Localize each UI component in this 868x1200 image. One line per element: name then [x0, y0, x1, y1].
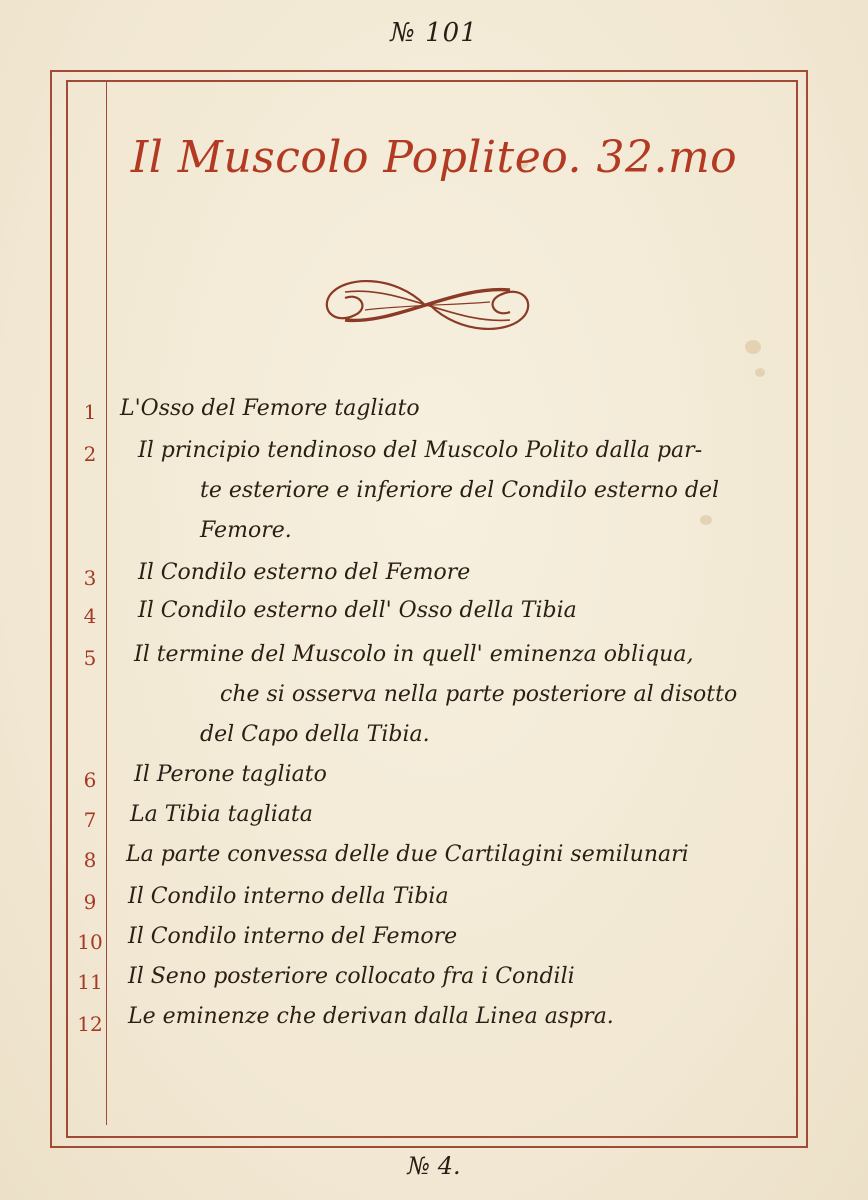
- entry-number: 9: [83, 890, 97, 914]
- entry-text: La parte convessa delle due Cartilagini semilunari: [126, 842, 689, 867]
- entry-text: che si osserva nella parte posteriore al disotto: [220, 682, 738, 707]
- calligraphic-flourish-icon: [305, 270, 550, 340]
- entry-number: 5: [83, 646, 97, 670]
- page-number-top: № 101: [390, 18, 478, 48]
- entry-text: Il Condilo interno della Tibia: [128, 884, 449, 909]
- entry-text: Femore.: [200, 518, 292, 543]
- entry-number: 7: [83, 808, 97, 832]
- entry-number: 8: [83, 848, 97, 872]
- entry-text: te esteriore e inferiore del Condilo esterno del: [200, 478, 720, 503]
- entry-text: Il Condilo esterno dell' Osso della Tibia: [138, 598, 577, 623]
- entry-number: 4: [83, 604, 97, 628]
- page-number-bottom: № 4.: [407, 1152, 461, 1180]
- entry-text: del Capo della Tibia.: [200, 722, 430, 747]
- entry-number: 12: [77, 1012, 103, 1036]
- entry-text: Il Condilo esterno del Femore: [138, 560, 471, 585]
- entry-text: Il Condilo interno del Femore: [128, 924, 458, 949]
- entry-text: La Tibia tagliata: [130, 802, 313, 827]
- entry-number: 6: [83, 768, 97, 792]
- page-title: Il Muscolo Popliteo. 32.mo: [130, 132, 738, 183]
- entry-number: 11: [77, 970, 103, 994]
- entry-text: L'Osso del Femore tagliato: [120, 396, 420, 421]
- entry-number: 10: [77, 930, 103, 954]
- entry-text: Il Perone tagliato: [134, 762, 327, 787]
- entry-text: Le eminenze che derivan dalla Linea aspra.: [128, 1004, 614, 1029]
- entry-text: Il principio tendinoso del Muscolo Polito dalla par-: [138, 438, 703, 463]
- entry-number: 1: [83, 400, 97, 424]
- margin-rule: [106, 80, 107, 1125]
- entry-text: Il Seno posteriore collocato fra i Condili: [128, 964, 575, 989]
- entry-number: 3: [83, 566, 97, 590]
- entry-number: 2: [83, 442, 97, 466]
- entry-text: Il termine del Muscolo in quell' eminenza obliqua,: [134, 642, 694, 667]
